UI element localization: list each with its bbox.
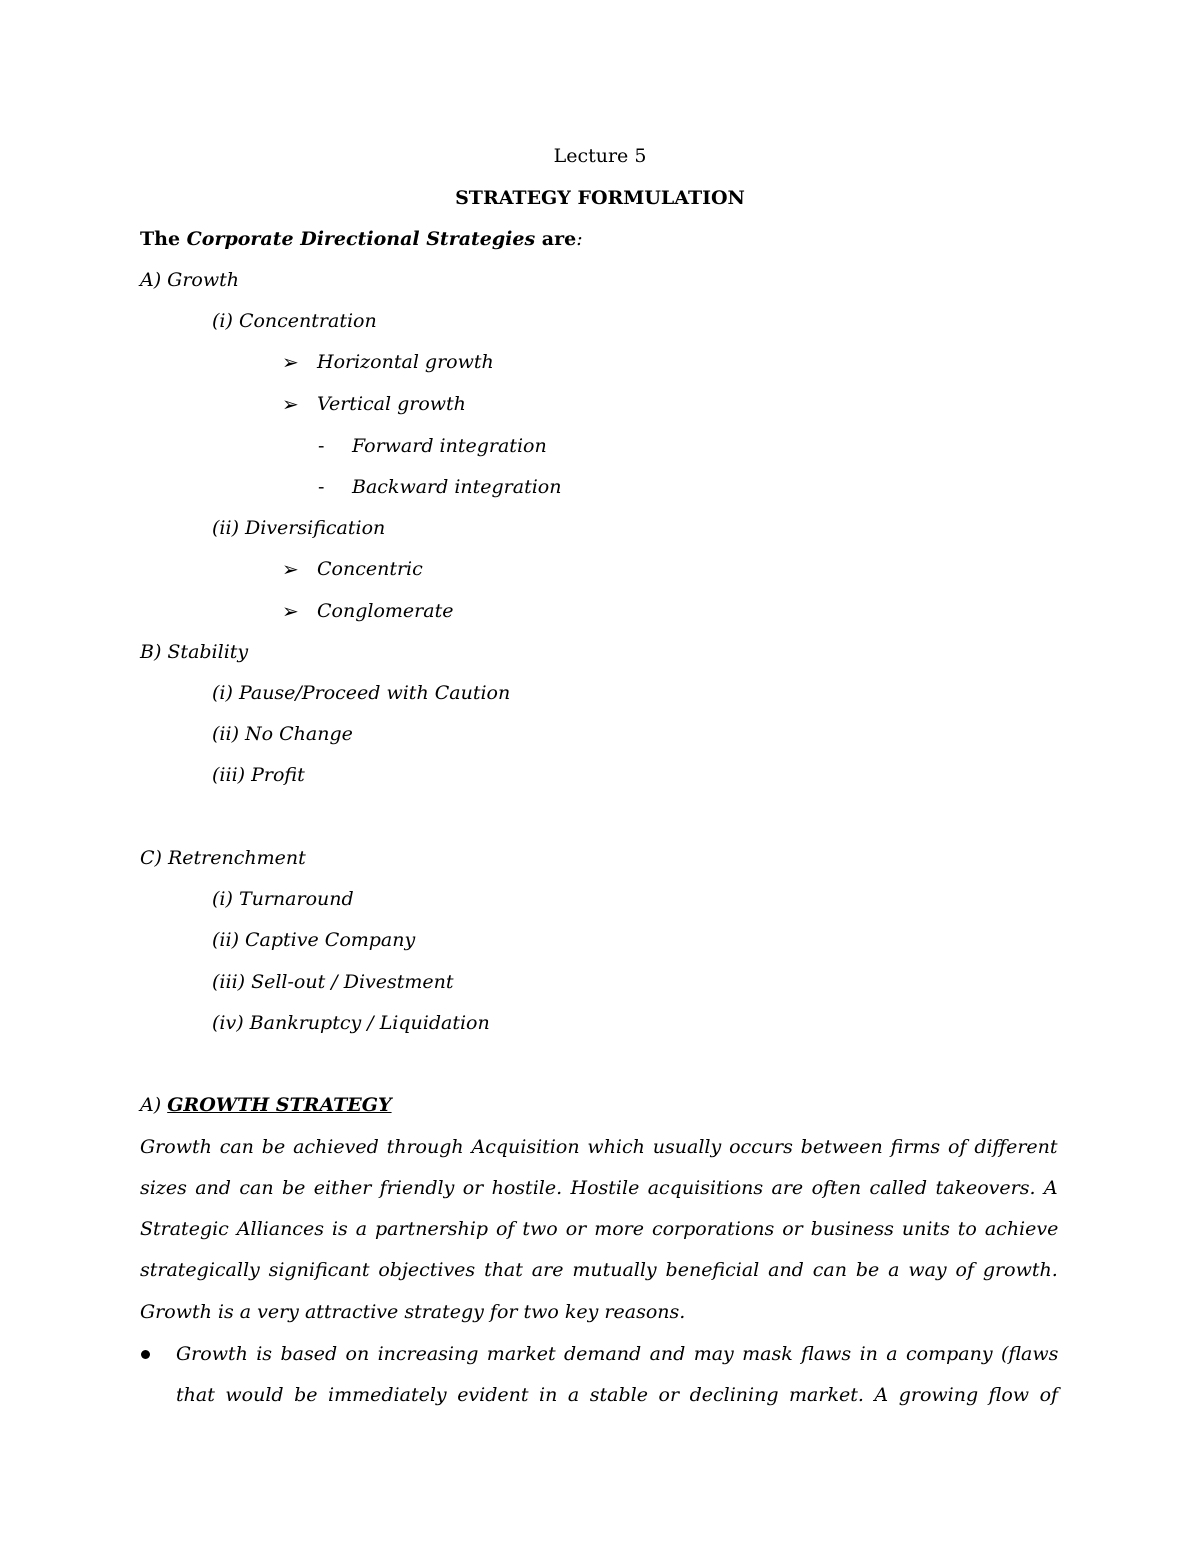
outline-a-ii: (ii) Diversification [212, 517, 386, 539]
outline-c-iv: (iv) Bankruptcy / Liquidation [212, 1012, 490, 1034]
section-heading-title: GROWTH STRATEGY [167, 1094, 392, 1116]
paragraph-line: sizes and can be either friendly or hostile. Hostile acquisitions are often called takeovers. A [140, 1177, 1058, 1199]
outline-c-iii: (iii) Sell-out / Divestment [212, 971, 454, 993]
paragraph-line: Growth can be achieved through Acquisition which usually occurs between firms of different [140, 1136, 1058, 1158]
outline-a-ii-1: Concentric [317, 558, 423, 580]
intro-emphasis: Corporate Directional Strategies [186, 228, 536, 250]
paragraph-line: Growth is a very attractive strategy for two key reasons. [140, 1301, 686, 1323]
intro-post: are [535, 228, 577, 250]
outline-c-i: (i) Turnaround [212, 888, 354, 910]
outline-a-i-2: Vertical growth [317, 393, 466, 415]
bullet-dot-icon [141, 1350, 150, 1359]
dash-bullet-icon: - [318, 476, 325, 498]
intro-colon: : [576, 228, 583, 250]
arrow-bullet-icon: ➢ [282, 599, 299, 623]
outline-b-ii: (ii) No Change [212, 723, 353, 745]
page-title: STRATEGY FORMULATION [455, 187, 745, 209]
outline-a-ii-2: Conglomerate [317, 600, 454, 622]
paragraph-line: Strategic Alliances is a partnership of two or more corporations or business units to achieve [140, 1218, 1059, 1240]
outline-a-i-2-1: Forward integration [352, 435, 547, 457]
outline-a-label: A) Growth [140, 269, 240, 291]
outline-a-i-1: Horizontal growth [317, 351, 494, 373]
intro-pre: The [140, 228, 187, 250]
outline-b-label: B) Stability [140, 641, 249, 663]
section-heading-prefix: A) [140, 1094, 168, 1116]
arrow-bullet-icon: ➢ [282, 350, 299, 374]
lecture-label: Lecture 5 [553, 145, 647, 167]
arrow-bullet-icon: ➢ [282, 557, 299, 581]
outline-c-label: C) Retrenchment [140, 847, 306, 869]
intro-line [140, 227, 583, 251]
paragraph-line: strategically significant objectives that are mutually beneficial and can be a way of growth. [140, 1259, 1058, 1281]
bullet-line: Growth is based on increasing market demand and may mask flaws in a company (flaws [176, 1343, 1059, 1365]
outline-a-i: (i) Concentration [212, 310, 377, 332]
section-heading [140, 1093, 392, 1117]
outline-b-iii: (iii) Profit [212, 764, 305, 786]
dash-bullet-icon: - [318, 435, 325, 457]
bullet-line: that would be immediately evident in a stable or declining market. A growing flow of [176, 1384, 1059, 1406]
arrow-bullet-icon: ➢ [282, 392, 299, 416]
outline-a-i-2-2: Backward integration [352, 476, 562, 498]
outline-c-ii: (ii) Captive Company [212, 929, 416, 951]
outline-b-i: (i) Pause/Proceed with Caution [212, 682, 511, 704]
